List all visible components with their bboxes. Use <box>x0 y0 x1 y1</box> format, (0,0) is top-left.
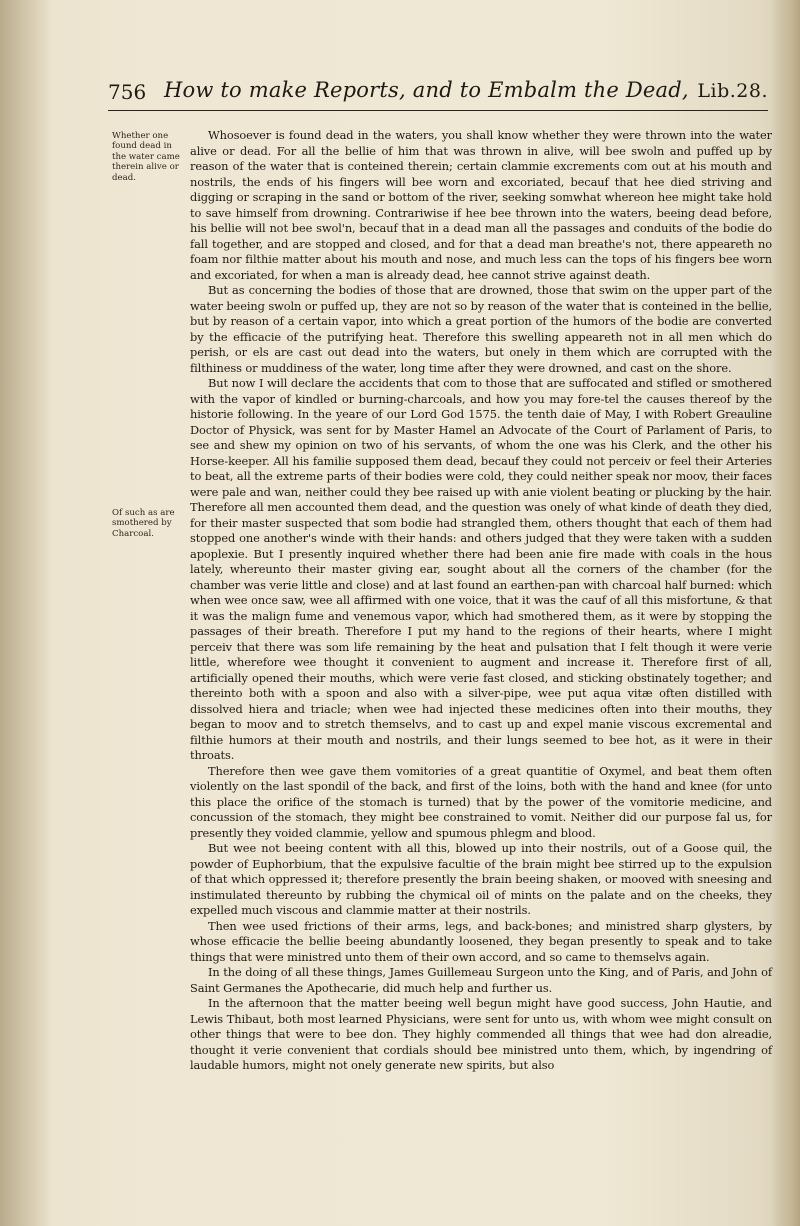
book-reference: Lib.28. <box>697 80 768 102</box>
paragraph: In the afternoon that the matter beeing well begun might have good success, John Hautie, and Lewis Thibaut, both most learned Physicians, were sent for unto us, with whom wee might consult on other things that were to bee don. They highly commended all things that wee had don alreadie, thought it verie convenient that cordials should bee ministred unto them, which, by ingendring of laudable humors, might not onely generate new spirits, but also <box>190 996 772 1072</box>
page-header <box>108 76 768 111</box>
paragraph: Then wee used frictions of their arms, legs, and back-bones; and ministred sharp glysters, by whose efficacie the bellie beeing abundantly loosened, they began presently to speak and to take things that were ministred unto them of their own accord, and so came to themselvs again. <box>190 918 772 964</box>
paragraph: But wee not beeing content with all this, blowed up into their nostrils, out of a Goose quil, the powder of Euphorbium, that the expulsive facultie of the brain might bee stirred up to the expulsion of that which oppressed it; therefore presently the brain beeing shaken, or mooved with sneesing and instimulated thereunto by rubbing the chymical oil of mints on the palate and on the cheeks, they expelled much viscous and clammie matter at their nostrils. <box>190 841 772 917</box>
margin-note-charcoal: Of such as are smothered by Charcoal. <box>112 508 175 539</box>
paragraph: But now I will declare the accidents that com to those that are suffocated and stifled or smothered with the vapor of kindled or burning-charcoals, and how you may fore-tel the causes thereof by the historie following. In the yeare of our Lord God 1575. the tenth daie of May, I with Robert Greauline Doctor of Physick, was sent for by Master Hamel an Advocate of the Court of Parlament of Paris, to see and shew my opinion on two of his servants, of whom the one was his Clerk, and the other his Horse-keeper. All his familie supposed them dead, becauf they could not perceiv or feel their Arteries to beat, all the extreme parts of their bodies were cold, they could neither speak nor moov, their faces were pale and wan, neither could they bee raised up with anie violent beating or plucking by the hair. Therefore all men accounted them dead, and the question was onely of what kinde of death they died, for their master suspected that som bodie had strangled them, others thought that each of them had stopped one another's winde with their hands: and others judged that they were taken with a sudden apoplexie. But I presently inquired whether there had been anie fire made with coals in the hous lately, whereunto their master giving ear, sought about all the corners of the chamber (for the chamber was verie little and close) and at last found an earthen-pan with charcoal half burned: which when wee once saw, wee all affirmed with one voice, that it was the cauf of all this misfortune, & that it was the malign fume and venemous vapor, which had smothered them, as it were by stopping the passages of their breath. Therefore I put my hand to the regions of their hearts, where I might perceiv that there was som life remaining by the heat and pulsation that I felt though it were verie little, wherefore wee thought it convenient to augment and increase it. Therefore first of all, artificially opened their mouths, which were verie fast closed, and sticking obstinately together; and thereinto both with a spoon and also with a silver-pipe, wee put aqua vitæ often distilled with dissolved hiera and triacle; when wee had injected these medicines often into their mouths, they began to moov and to stretch themselvs, and to cast up and expel manie viscous excremental and filthie humors at their mouth and nostrils, and their lungs seemed to bee hot, as it were in their throats. <box>190 376 772 762</box>
running-title: How to make Reports, and to Embalm the Dead, <box>164 78 689 102</box>
book-gutter-shadow <box>0 0 52 1226</box>
paragraph: But as concerning the bodies of those that are drowned, those that swim on the upper part of the water beeing swoln or puffed up, they are not so by reason of the water that is conteined in the bellie, but by reason of a certain vapor, into which a great portion of the humors of the bodie are converted by the efficacie of the putrifying heat. Therefore this swelling appeareth not in all men which do perish, or els are cast out dead into the waters, but onely in them which are corrupted with the filthiness or muddiness of the water, long time after they were drowned, and cast on the shore. <box>190 283 772 375</box>
page-edge-shadow <box>772 0 800 1226</box>
margin-note-drowned: Whether one found dead in the water came therein alive or dead. <box>112 131 180 183</box>
paragraph: In the doing of all these things, James Guillemeau Surgeon unto the King, and of Paris, and John of Saint Germanes the Apothecarie, did much help and further us. <box>190 965 772 995</box>
page-number: 756 <box>108 80 147 104</box>
paragraph: Whosoever is found dead in the waters, you shall know whether they were thrown into the water alive or dead. For all the bellie of him that was thrown in alive, will bee swoln and puffed up by reason of the water that is conteined therein; certain clammie excrements com out at his mouth and nostrils, the ends of his fingers will bee worn and excoriated, becauf that hee died striving and digging or scraping in the sand or bottom of the river, seeking somwhat whereon hee might take hold to save himself from drowning. Contrariwise if hee bee thrown into the waters, beeing dead before, his bellie will not bee swol'n, becauf that in a dead man all the passages and conduits of the bodie do fall together, and are stopped and closed, and for that a dead man breathe's not, there appeareth no foam nor filthie matter about his mouth and nose, and much less can the tops of his fingers bee worn and excoriated, for when a man is already dead, hee cannot strive against death. <box>190 128 772 282</box>
body-text <box>190 128 772 1074</box>
paragraph: Therefore then wee gave them vomitories of a great quantitie of Oxymel, and beat them often violently on the last spondil of the back, and first of the loins, both with the hand and knee (for unto this place the orifice of the stomach is turned) that by the power of the vomitorie medicine, and concussion of the stomach, they might bee constrained to vomit. Neither did our purpose fal us, for presently they voided clammie, yellow and spumous phlegm and blood. <box>190 763 772 840</box>
